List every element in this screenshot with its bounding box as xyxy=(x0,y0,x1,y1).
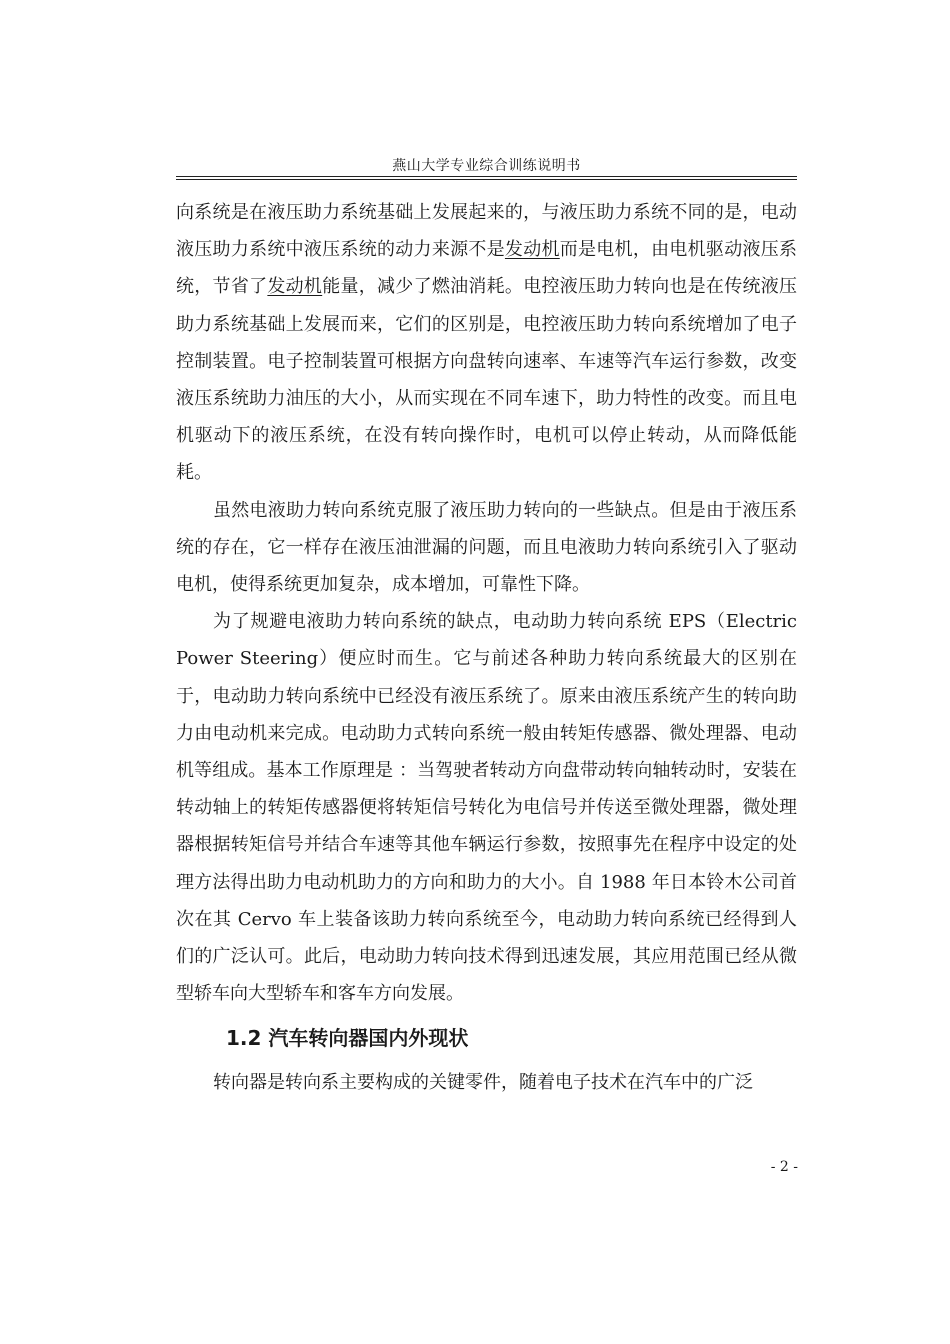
paragraph-1 xyxy=(176,194,797,492)
page-number: - 2 - xyxy=(770,1159,798,1175)
header-title: 燕山大学专业综合训练说明书 xyxy=(392,158,581,174)
paragraph-1-part-2: 而是电机，由电机驱动液压系统，节省了 xyxy=(176,239,798,298)
section-heading: 1.2 汽车转向器国内外现状 xyxy=(226,1026,469,1051)
paragraph-2: 虽然电液助力转向系统克服了液压助力转向的一些缺点。但是由于液压系统的存在，它一样存在液压油泄漏的问题，而且电液助力转向系统引入了驱动电机，使得系统更加复杂，成本增加，可靠性下降。 xyxy=(176,499,797,596)
engine-link-1[interactable]: 发动机 xyxy=(504,239,560,261)
header-rule-thick xyxy=(176,176,797,177)
paragraph-4: 转向器是转向系主要构成的关键零件，随着电子技术在汽车中的广泛 xyxy=(213,1072,753,1094)
paragraph-3: 为了规避电液助力转向系统的缺点，电动助力转向系统 EPS（Electric Power Steering）便应时而生。它与前述各种助力转向系统最大的区别在于，电动助力转向系统中已经没有液压系统了。原来由液压系统产生的转向助力由电动机来完成。电动助力式转向系统一般由转矩传感器、微处理器、电动机等组成。基本工作原理是 ：当驾驶者转动方向盘带动转向轴转动时，安装在转动轴上的转矩传感器便将转矩信号转化为电信号并传送至微处理器，微处理器根据转矩信号并结合车速等其他车辆运行参数，按照事先在程序中设定的处理方法得出助力电动机助力的方向和助力的大小。自 1988 年日本铃木公司首次在其 Cervo 车上装备该助力转向系统至今，电动助力转向系统已经得到人们的广泛认可。此后，电动助力转向技术得到迅速发展，其应用范围已经从微型轿车向大型轿车和客车方向发展。 xyxy=(176,611,797,1005)
engine-link-2[interactable]: 发动机 xyxy=(267,276,323,298)
body-text xyxy=(176,194,797,1102)
paragraph-1-part-1: 向系统是在液压助力系统基础上发展起来的，与液压助力系统不同的是，电动液压助力系统中液压系统的动力来源不是 xyxy=(176,202,797,261)
header-rule-thin xyxy=(176,179,797,180)
paragraph-1-part-3: 能量，减少了燃油消耗。电控液压助力转向也是在传统液压助力系统基础上发展而来，它们的区别是，电控液压助力转向系统增加了电子控制装置。电子控制装置可根据方向盘转向速率、车速等汽车运行参数，改变液压系统助力油压的大小，从而实现在不同车速下，助力特性的改变。而且电机驱动下的液压系统，在没有转向操作时，电机可以停止转动，从而降低能耗。 xyxy=(176,276,798,484)
page-header xyxy=(176,157,797,180)
